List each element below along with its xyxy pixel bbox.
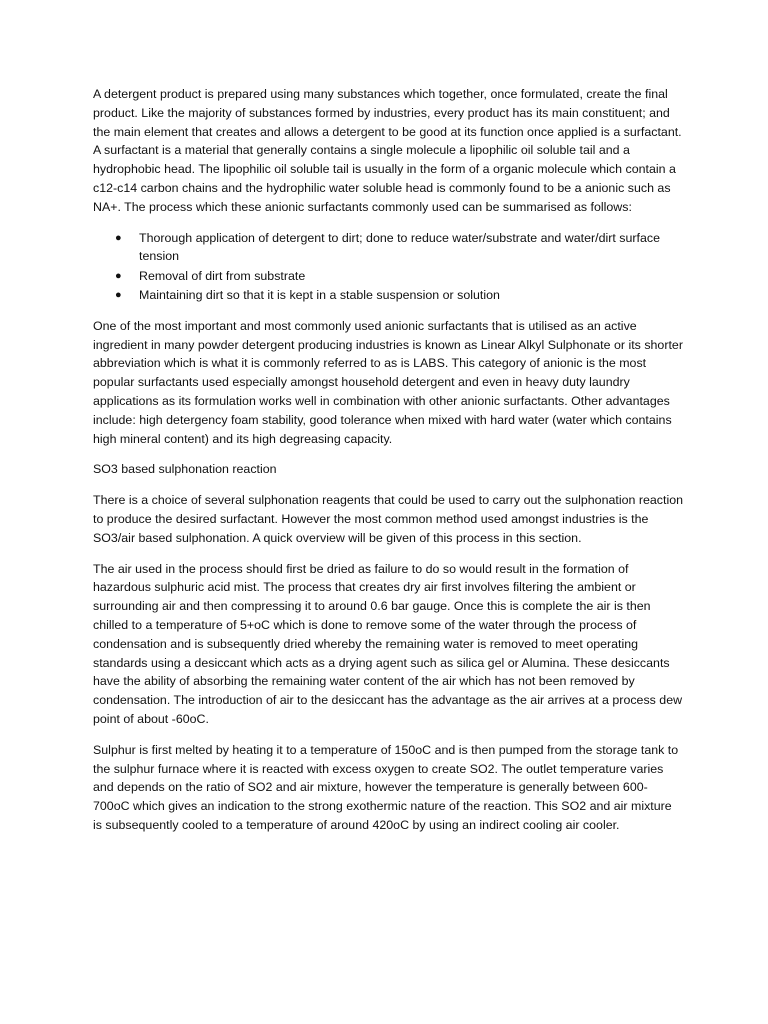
bullet-icon: ● (115, 288, 122, 301)
reagent-choice-paragraph: There is a choice of several sulphonation reagents that could be used to carry out the sulphonation reaction to produce the desired surfactant. However the most common method used amongst industries is the SO3/air based sulphonation. A quick overview will be given of this process in this section. (93, 493, 684, 545)
list-item (93, 286, 683, 305)
list-item (93, 229, 683, 267)
air-drying-paragraph: The air used in the process should first be dried as failure to do so would result in the formation of hazardous sulphuric acid mist. The process that creates dry air first involves filtering the ambient or surrounding air and then compressing it to around 0.6 bar gauge. Once this is complete the air is then chilled to a temperature of 5+oC which is done to remove some of the water through the process of condensation and is subsequently dried whereby the remaining water is removed to meet operating standards using a desiccant which acts as a drying agent such as silica gel or Alumina. These desiccants have the ability of absorbing the remaining water content of the air which has not been removed by condensation. The introduction of air to the desiccant has the advantage as the air arrives at a process dew point of about -60oC. (93, 561, 683, 726)
document-page (93, 85, 683, 847)
sulphur-paragraph: Sulphur is first melted by heating it to a temperature of 150oC and is then pumped from the storage tank to the sulphur furnace where it is reacted with excess oxygen to create SO2. The outlet temperature varies and depends on the ratio of SO2 and air mixture, however the temperature is generally between 600-700oC which gives an indication to the strong exothermic nature of the reaction. This SO2 and air mixture is subsequently cooled to a temperature of around 420oC by using an indirect cooling air cooler. (93, 742, 679, 832)
labs-paragraph: One of the most important and most commonly used anionic surfactants that is utilised as an active ingredient in many powder detergent producing industries is known as Linear Alkyl Sulphonate or its shorter abbreviation which is what it is commonly referred to as is LABS. This category of anionic is the most popular surfactants used especially amongst household detergent and even in heavy duty laundry applications as its formulation works well in combination with other anionic surfactants. Other advantages include: high detergency foam stability, good tolerance when mixed with hard water (water which contains high mineral content) and its high degreasing capacity. (93, 318, 683, 446)
bullet-icon: ● (115, 231, 122, 244)
process-steps-list (93, 229, 683, 305)
intro-paragraph: A detergent product is prepared using many substances which together, once formulated, create the final product. Like the majority of substances formed by industries, every product has its main constituent; and the main element that creates and allows a detergent to be good at its function once applied is a surfactant. A surfactant is a material that generally contains a single molecule a lipophilic oil soluble tail and a hydrophobic head. The lipophilic oil soluble tail is usually in the form of a organic molecule which contain a c12-c14 carbon chains and the hydrophilic water soluble head is commonly found to be a anionic such as NA+. The process which these anionic surfactants commonly used can be summarised as follows: (93, 87, 682, 214)
list-item-text: Maintaining dirt so that it is kept in a stable suspension or solution (139, 287, 500, 302)
bullet-icon: ● (115, 269, 122, 282)
list-item-text: Thorough application of detergent to dirt; done to reduce water/substrate and water/dirt surface tension (139, 230, 660, 264)
list-item-text: Removal of dirt from substrate (139, 268, 306, 283)
list-item (93, 267, 683, 286)
section-heading: SO3 based sulphonation reaction (93, 462, 277, 477)
